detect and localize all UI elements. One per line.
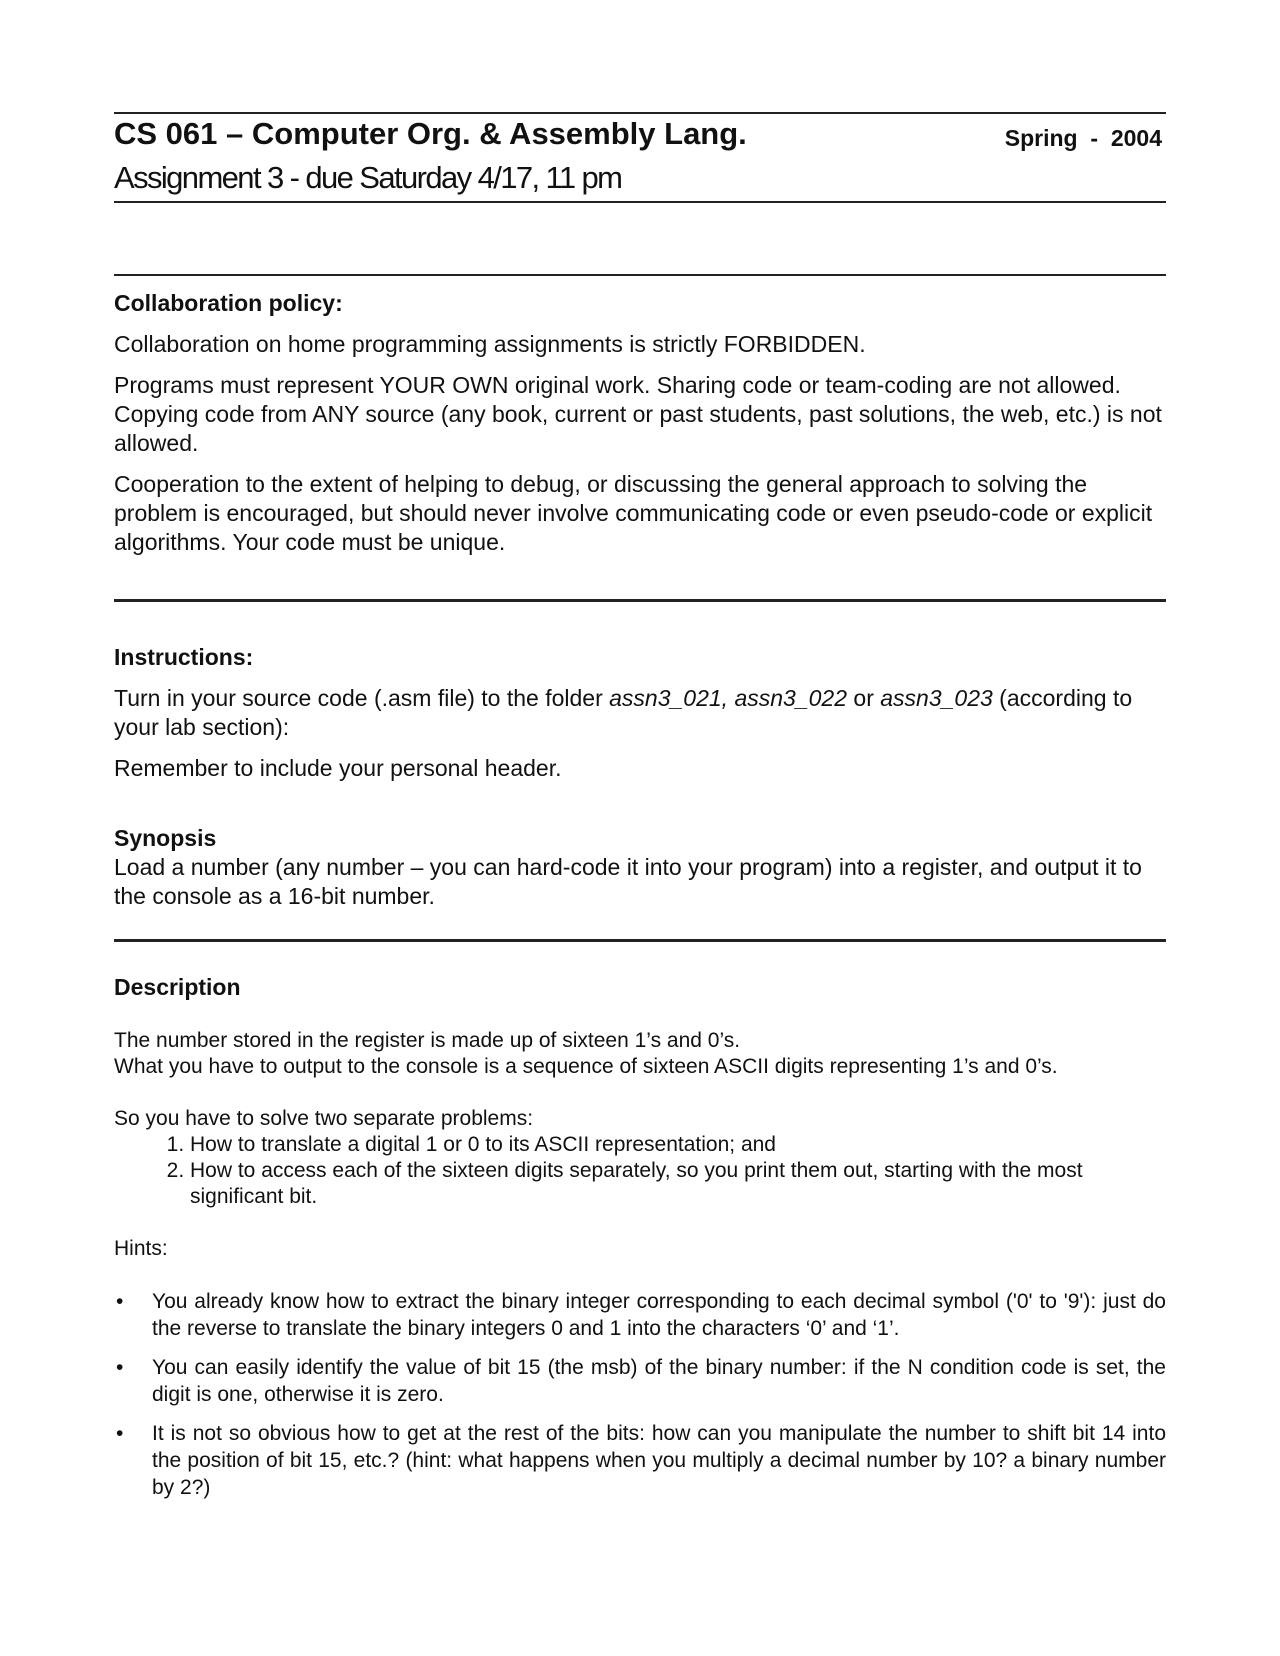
synopsis-bottom-rule bbox=[114, 939, 1166, 942]
hint-item bbox=[114, 1288, 1166, 1342]
collaboration-bottom-rule bbox=[114, 599, 1166, 602]
problem-list bbox=[114, 1132, 1166, 1210]
description-line-1: The number stored in the register is made up of sixteen 1’s and 0’s. bbox=[114, 1029, 741, 1052]
synopsis-heading: Synopsis bbox=[114, 825, 217, 851]
bullet-icon: • bbox=[116, 1422, 124, 1445]
hint-text: You can easily identify the value of bit 15 (the msb) of the binary number: if the N condition code is set, the digit is one, otherwise it is zero. bbox=[152, 1356, 1166, 1406]
hints-label: Hints: bbox=[114, 1237, 168, 1260]
hint-item bbox=[114, 1420, 1166, 1501]
bullet-icon: • bbox=[116, 1356, 124, 1379]
turn-in-instructions bbox=[114, 684, 1166, 742]
title-row bbox=[114, 116, 1166, 160]
collaboration-paragraph-2: Programs must represent YOUR OWN original work. Sharing code or team-coding are not allowed. Copying code from ANY source (any book, current or past students, past solutions, the web, etc.) is not allowed. bbox=[114, 372, 1162, 456]
collaboration-top-rule bbox=[114, 274, 1166, 276]
instructions-heading: Instructions: bbox=[114, 644, 254, 670]
description-heading: Description bbox=[114, 974, 241, 1000]
problem-item: 2. How to access each of the sixteen digits separately, so you print them out, starting with the most significant bit. bbox=[190, 1158, 1166, 1210]
turn-in-prefix: Turn in your source code (.asm file) to the folder bbox=[114, 685, 610, 711]
description-line-2: What you have to output to the console is a sequence of sixteen ASCII digits representing 1’s and 0’s. bbox=[114, 1055, 1058, 1078]
collaboration-paragraph-1: Collaboration on home programming assignments is strictly FORBIDDEN. bbox=[114, 331, 866, 357]
problems-intro: So you have to solve two separate problems: bbox=[114, 1107, 534, 1130]
hint-text: You already know how to extract the binary integer corresponding to each decimal symbol ('0' to '9'): just do the reverse to translate the binary integers 0 and 1 into the characters ‘0’ and ‘1’. bbox=[152, 1290, 1166, 1340]
course-title: CS 061 – Computer Org. & Assembly Lang. bbox=[114, 116, 747, 151]
hint-text: It is not so obvious how to get at the rest of the bits: how can you manipulate the number to shift bit 14 into the position of bit 15, etc.? (hint: what happens when you multiply a decimal number by 10? a binary number by 2?) bbox=[152, 1422, 1166, 1499]
term-label: Spring - 2004 bbox=[1004, 125, 1162, 151]
assignment-title: Assignment 3 - due Saturday 4/17, 11 pm bbox=[114, 160, 622, 195]
problem-item: 1. How to translate a digital 1 or 0 to its ASCII representation; and bbox=[190, 1132, 1166, 1158]
collaboration-heading: Collaboration policy: bbox=[114, 290, 343, 316]
bullet-icon: • bbox=[116, 1290, 124, 1313]
header-reminder: Remember to include your personal header. bbox=[114, 755, 562, 781]
hint-item bbox=[114, 1354, 1166, 1408]
collaboration-paragraph-3: Cooperation to the extent of helping to debug, or discussing the general approach to solving the problem is encouraged, but should never involve communicating code or even pseudo-code or explicit algorithms. Your code must be unique. bbox=[114, 471, 1153, 555]
header-bottom-rule bbox=[114, 201, 1166, 203]
synopsis-text: Load a number (any number – you can hard-code it into your program) into a register, and output it to the console as a 16-bit number. bbox=[114, 854, 1142, 909]
folder-name-2: assn3_023 bbox=[880, 685, 993, 711]
header-top-rule bbox=[114, 112, 1166, 114]
turn-in-suffix: (according to your lab section): bbox=[114, 685, 1133, 740]
folder-names-1: assn3_021, assn3_022 bbox=[609, 685, 848, 711]
or-word: or bbox=[847, 685, 881, 711]
